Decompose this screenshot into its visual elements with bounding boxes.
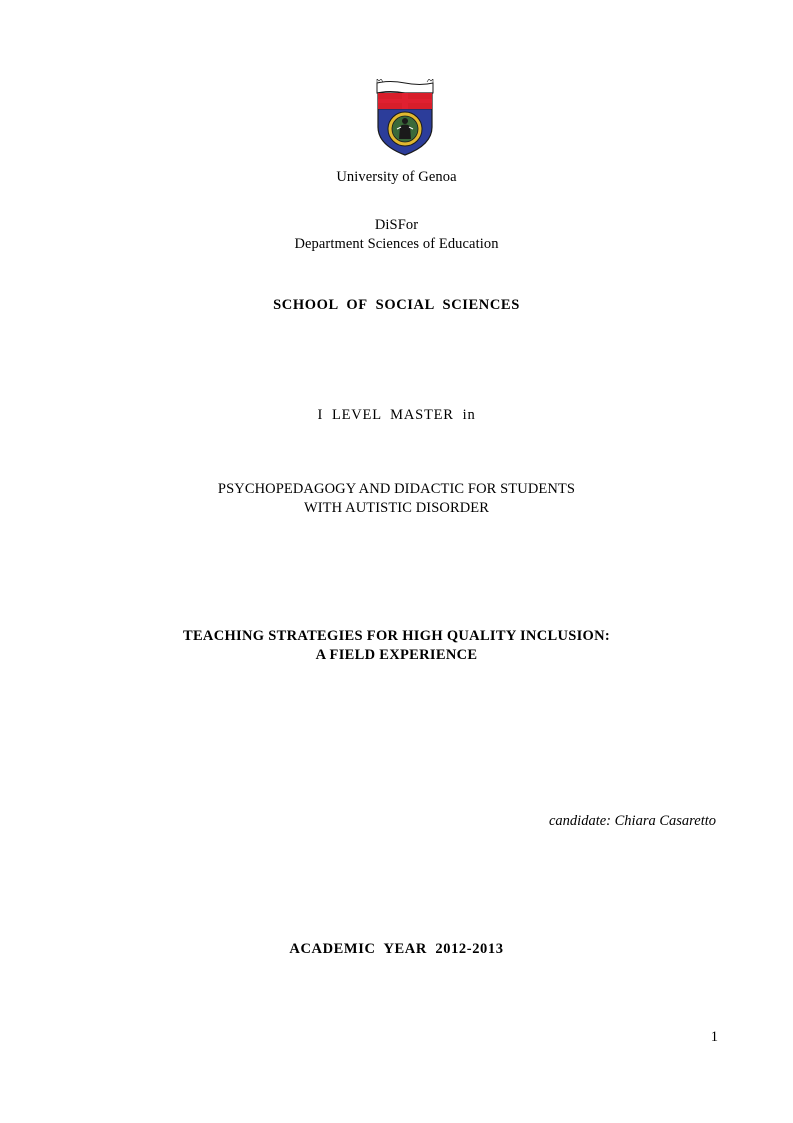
department-name: Department Sciences of Education — [294, 236, 499, 252]
university-crest-icon — [375, 79, 435, 157]
thesis-title-line2: A FIELD EXPERIENCE — [315, 647, 478, 663]
page-number: 1 — [710, 1029, 718, 1045]
department-code: DiSFor — [374, 217, 419, 233]
programme-title-line1: PSYCHOPEDAGOGY AND DIDACTIC FOR STUDENTS — [217, 481, 576, 497]
academic-year: ACADEMIC YEAR 2012-2013 — [289, 941, 504, 957]
programme-level: I LEVEL MASTER in — [317, 407, 476, 423]
university-name: University of Genoa — [336, 169, 457, 185]
programme-title-line2: WITH AUTISTIC DISORDER — [303, 500, 490, 516]
school-name: SCHOOL OF SOCIAL SCIENCES — [273, 297, 520, 313]
thesis-title-line1: TEACHING STRATEGIES FOR HIGH QUALITY INCLUSION: — [182, 628, 611, 644]
candidate-name: candidate: Chiara Casaretto — [548, 813, 716, 829]
